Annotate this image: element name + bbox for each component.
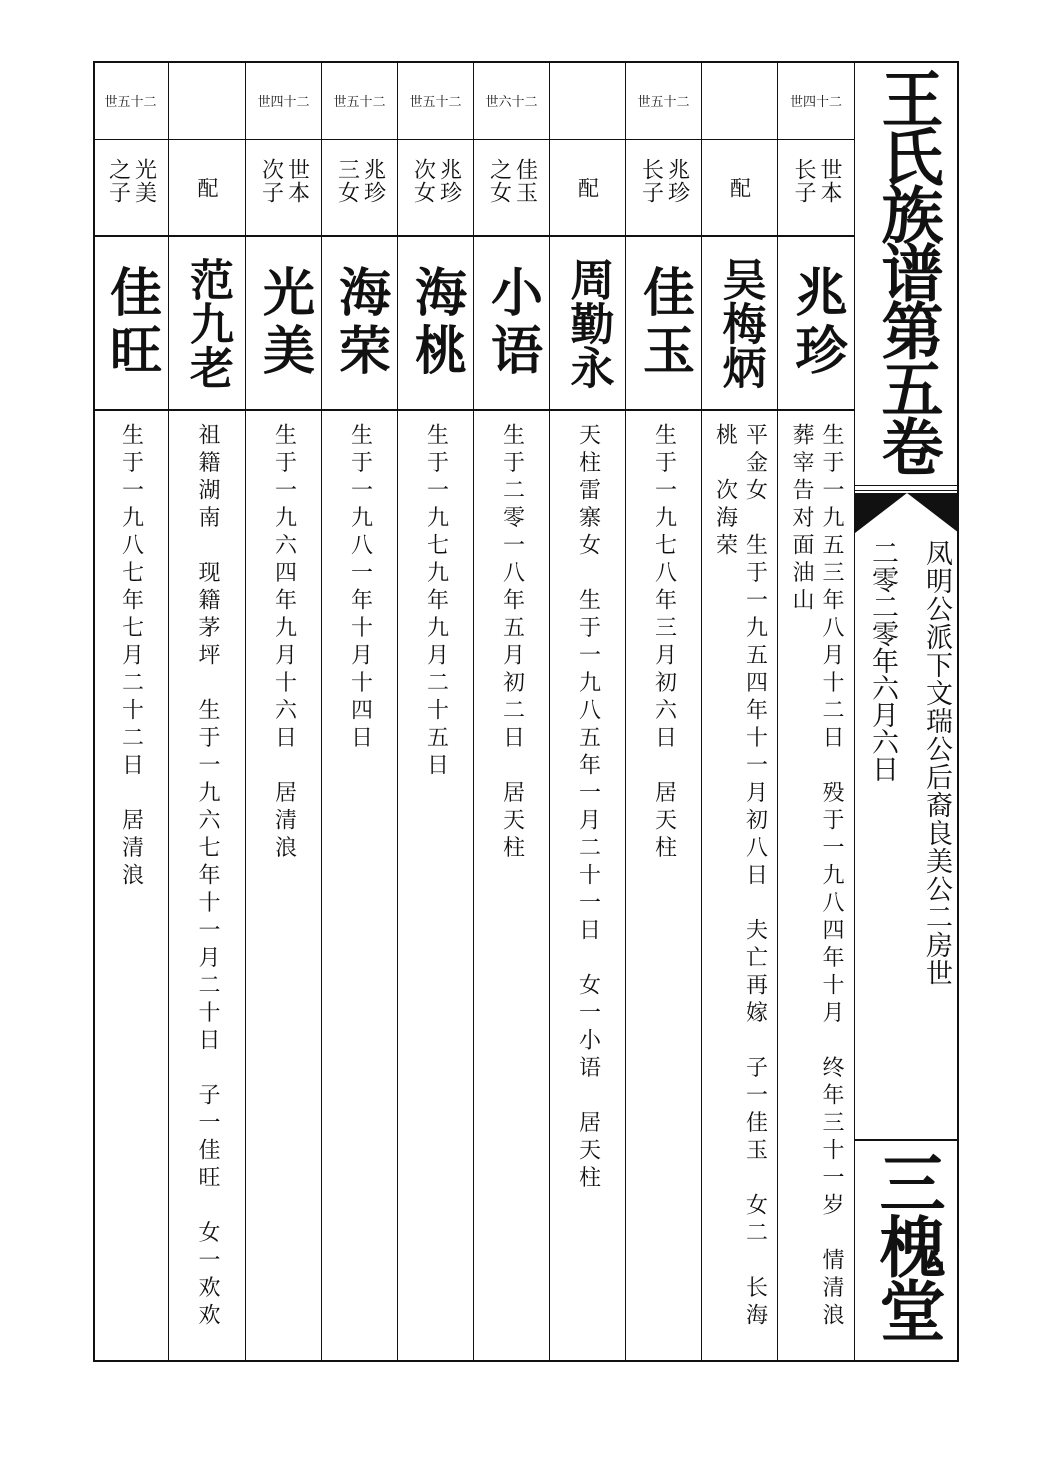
relation-cell (169, 140, 245, 237)
entry-column (626, 61, 702, 1362)
person-name: 周勤永 (562, 257, 614, 389)
relation-cell (702, 140, 777, 237)
biography-cell (169, 423, 245, 1353)
generation-label (702, 61, 777, 140)
relation-text: 配 (727, 177, 752, 198)
relation-cell (778, 140, 854, 237)
relation-cell (626, 140, 701, 237)
compile-date: 二零二零年六月六日 (867, 539, 898, 782)
person-name: 兆珍 (786, 265, 847, 381)
biography-cell (246, 423, 321, 1353)
entry-column (550, 61, 626, 1362)
biography-text: 生于一九七八年三月初六日 居天柱 (651, 423, 677, 863)
biography-text: 生于一九七九年九月二十五日 (423, 423, 449, 781)
relation-cell (550, 140, 625, 237)
generation-text: 二十五世 (333, 94, 386, 110)
entry-column (474, 61, 550, 1362)
title-panel (855, 61, 959, 1362)
hall-name: 三槐堂 (868, 1149, 946, 1341)
person-name: 海荣 (329, 265, 391, 381)
generation-text: 二十五世 (104, 94, 157, 110)
relation-text: 世本长子 (791, 157, 842, 204)
person-name-cell (550, 237, 625, 411)
person-name: 海桃 (405, 265, 467, 381)
relation-text: 光美之子 (105, 157, 157, 204)
entry-grid (93, 61, 855, 1362)
entry-column (398, 61, 474, 1362)
generation-label (626, 61, 701, 140)
biography-text: 生于二零一八年五月初二日 居天柱 (499, 423, 525, 863)
entry-column (93, 61, 169, 1362)
generation-text: 二十四世 (789, 94, 842, 110)
biography-cell (550, 423, 625, 1353)
person-name: 范九老 (182, 257, 233, 389)
generation-label (398, 61, 473, 140)
biography-cell (474, 423, 549, 1353)
person-name: 吴梅炳 (714, 257, 766, 389)
entry-column (246, 61, 322, 1362)
biography-cell (778, 423, 854, 1353)
biography-text: 祖籍湖南 现籍茅坪 生于一九六七年十一月二十日 子一佳旺 女一欢欢 (195, 423, 220, 1331)
person-name-cell (474, 237, 549, 411)
person-name: 佳旺 (100, 265, 162, 381)
biography-cell (702, 423, 777, 1353)
relation-cell (322, 140, 397, 237)
person-name: 光美 (253, 265, 315, 381)
entry-column (702, 61, 778, 1362)
person-name-cell (322, 237, 397, 411)
person-name-cell (169, 237, 245, 411)
lineage-area (855, 527, 959, 1139)
biography-cell (398, 423, 473, 1353)
relation-cell (246, 140, 321, 237)
biography-text: 天柱雷寨女 生于一九八五年一月二十一日 女一小语 居天柱 (575, 423, 601, 1193)
biography-text: 生于一九八七年七月二十二日 居清浪 (118, 423, 144, 891)
relation-text: 兆珍三女 (334, 157, 386, 204)
biography-cell (93, 423, 168, 1353)
generation-label (322, 61, 397, 140)
biography-text: 生于一九五三年八月十二日 殁于一九八四年十月 终年三十一岁 情清浪 葬宰告对面油山 (789, 423, 844, 1331)
lineage-text: 凤明公派下文瑞公后裔良美公二房世 (921, 539, 952, 987)
entry-column (778, 61, 855, 1362)
relation-text: 配 (195, 177, 219, 198)
book-title: 王氏族谱第五卷 (871, 67, 944, 473)
generation-label (778, 61, 854, 140)
biography-text: 生于一九八一年十月十四日 (347, 423, 373, 753)
biography-text: 平金女 生于一九五四年十一月初八日 夫亡再嫁 子一佳玉 女二 长海 桃 次海荣 (712, 423, 768, 1331)
person-name-cell (398, 237, 473, 411)
entry-column (169, 61, 246, 1362)
generation-label (246, 61, 321, 140)
person-name-cell (93, 237, 168, 411)
generation-text: 二十六世 (485, 94, 538, 110)
generation-text: 二十五世 (637, 94, 690, 110)
generation-label (93, 61, 168, 140)
person-name: 佳玉 (633, 265, 695, 381)
person-name-cell (778, 237, 854, 411)
relation-text: 世本次子 (258, 157, 310, 204)
book-title-cell (855, 61, 959, 485)
relation-cell (474, 140, 549, 237)
biography-cell (626, 423, 701, 1353)
person-name: 小语 (481, 265, 543, 381)
generation-text: 二十五世 (409, 94, 462, 110)
generation-text: 二十四世 (257, 94, 310, 110)
generation-label (550, 61, 625, 140)
generation-label (169, 61, 245, 140)
generation-label (474, 61, 549, 140)
biography-cell (322, 423, 397, 1353)
person-name-cell (702, 237, 777, 411)
relation-text: 配 (575, 177, 600, 198)
relation-text: 兆珍长子 (638, 157, 690, 204)
entry-column (322, 61, 398, 1362)
relation-cell (398, 140, 473, 237)
relation-cell (93, 140, 168, 237)
hall-name-cell (855, 1141, 959, 1362)
biography-text: 生于一九六四年九月十六日 居清浪 (271, 423, 297, 863)
relation-text: 佳玉之女 (486, 157, 538, 204)
person-name-cell (626, 237, 701, 411)
person-name-cell (246, 237, 321, 411)
relation-text: 兆珍次女 (410, 157, 462, 204)
